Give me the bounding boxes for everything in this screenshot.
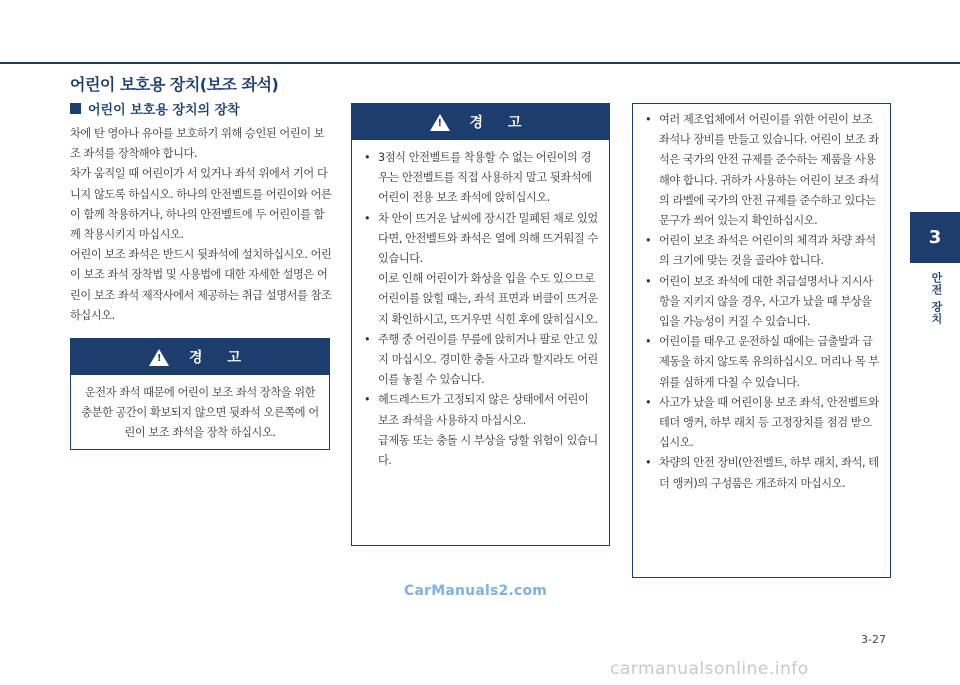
warning-box-left — [70, 338, 330, 450]
warning-header — [71, 339, 329, 375]
square-bullet-icon — [70, 103, 81, 114]
sub-heading-text: 어린이 보호용 장치의 장착 — [88, 103, 240, 118]
intro-text — [70, 124, 334, 326]
section-title: 어린이 보호용 장치(보조 좌석) — [70, 75, 279, 94]
chapter-label: 안전 장치 — [930, 272, 943, 325]
intro-paragraph-3: 어린이 보조 좌석은 반드시 뒷좌석에 설치하십시오. 어린이 보조 좌석 장착법 및 사용법에 대한 자세한 설명은 어린이 보조 좌석 제작사에서 제공하는 취급 설명서를 참조하십시오. — [70, 248, 332, 322]
warning-title: 경 고 — [469, 115, 532, 131]
list-item-text: 급제동 또는 충돌 시 부상을 당할 위험이 있습니다. — [378, 433, 598, 468]
list-item: • 여러 제조업체에서 어린이를 위한 어린이 보조 좌석나 장비를 만들고 있습니다. 어린이 보조 좌석은 국가의 안전 규제를 준수하는 제품을 사용해야 합니다. 귀하가 사용하는 어린이 보조 좌석의 라벨에 국가의 안전 규제를 준수하고 있다는 문구가 씌어 있는지 확인하십시오. — [645, 110, 880, 231]
warning-header — [352, 104, 609, 140]
chapter-tab: 3 — [910, 212, 960, 263]
intro-paragraph-1: 차에 탄 영아나 유아를 보호하기 위해 승인된 어린이 보조 좌석를 장착해야 합니다. — [70, 127, 325, 161]
warning-text: 운전자 좌석 때문에 어린이 보조 좌석 장착을 위한 충분한 공간이 확보되지 않으면 뒷좌석 오른쪽에 어린이 보조 좌석을 장착 하십시오. — [81, 386, 319, 440]
sub-heading — [70, 99, 240, 118]
list-item — [364, 390, 599, 471]
watermark: CarManuals2.com — [404, 583, 548, 599]
intro-paragraph-2: 차가 움직일 때 어린이가 서 있거나 좌석 위에서 기어 다니지 않도록 하십시오. 하나의 안전벨트를 어린이와 어른이 함께 착용하거나, 하나의 안전벨트에 두 어린이를 함께 착용시키지 마십시오. — [70, 167, 332, 242]
list-item — [364, 148, 599, 209]
top-rule — [0, 62, 960, 64]
list-item-text: 이로 인해 어린이가 화상을 입을 수도 있으므로 어린이를 앉힐 때는, 좌석 표면과 버클이 뜨거운지 확인하시고, 뜨거우면 식힌 후에 앉히십시오. — [378, 272, 598, 326]
page-number: 3-27 — [861, 633, 886, 646]
warning-list — [352, 140, 609, 471]
list-item: • 어린이 보조 좌석에 대한 취급설명서나 지시사항을 지키지 않을 경우, 사고가 났을 때 부상을 입을 가능성이 커질 수 있습니다. — [645, 272, 880, 333]
list-item-text: • 헤드레스트가 고정되지 않은 상태에서 어린이 보조 좌석을 사용하지 마십시오. — [378, 393, 589, 427]
list-item: • 사고가 났을 때 어린이용 보조 좌석, 안전벨트와 테더 앵커, 하부 래치 등 고정장치를 점검 받으십시오. — [645, 393, 880, 454]
list-item-text: • 3점식 안전벨트를 착용할 수 없는 어린이의 경우는 안전벨트를 직접 사용하지 말고 뒷좌석에 어린이 전용 보조 좌석에 앉히십시오. — [378, 151, 592, 205]
warning-title: 경 고 — [189, 350, 251, 366]
warning-triangle-icon: ! — [149, 349, 169, 366]
list-item: • 어린이를 태우고 운전하실 때에는 급출발과 급제동을 하지 않도록 유의하십시오. 머리나 목 부위를 심하게 다칠 수 있습니다. — [645, 332, 880, 393]
warning-box-middle — [351, 103, 610, 546]
list-item: • 차량의 안전 장비(안전벨트, 하부 래치, 좌석, 테더 앵커)의 구성품은 개조하지 마십시오. — [645, 453, 880, 493]
list-item — [364, 330, 599, 391]
warning-list — [633, 104, 890, 494]
warning-triangle-icon: ! — [430, 114, 450, 131]
warning-box-right — [632, 103, 891, 578]
list-item-text: • 주행 중 어린이를 무릎에 앉히거나 팔로 안고 있지 마십시오. 경미한 충돌 사고라 할지라도 어린이를 놓칠 수 있습니다. — [378, 332, 598, 387]
list-item — [364, 209, 599, 330]
list-item: • 어린이 보조 좌석은 어린이의 체격과 차량 좌석의 크기에 맞는 것을 골라야 합니다. — [645, 231, 880, 271]
list-item-text: • 차 안이 뜨거운 날씨에 장시간 밀폐된 채로 있었다면, 안전벨트와 좌석은 열에 의해 뜨거워질 수 있습니다. — [378, 211, 598, 266]
footer-watermark: carmanualsonline.info — [610, 659, 809, 679]
